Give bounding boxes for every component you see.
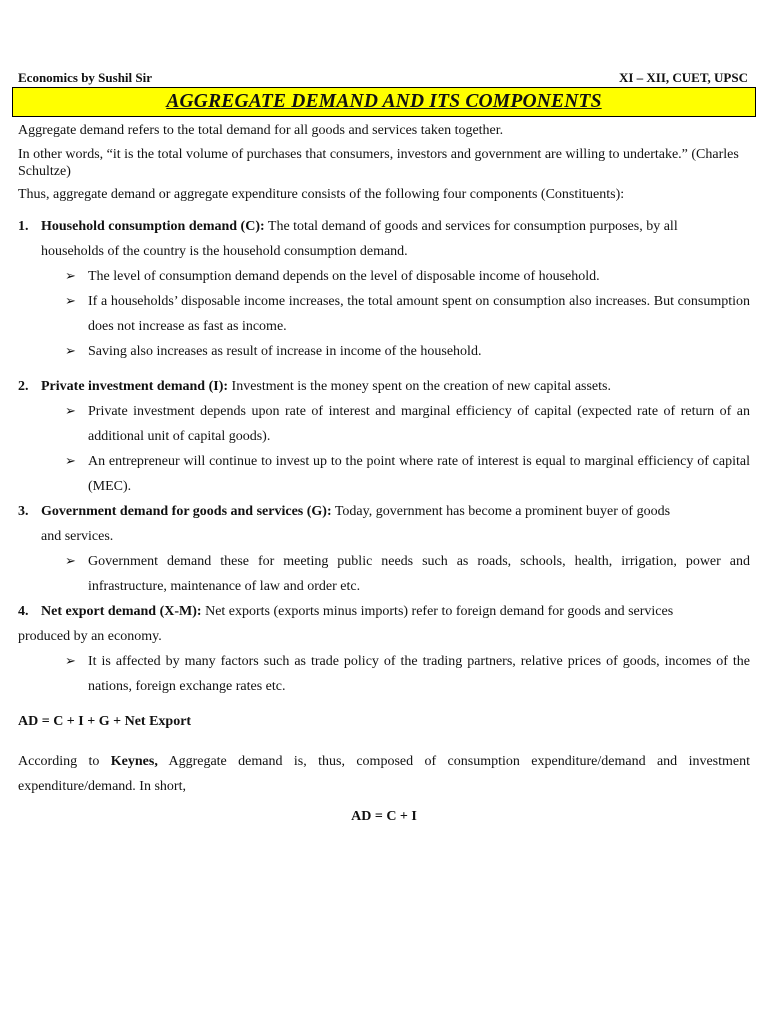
item-label: Government demand for goods and services (G): [41,504,332,520]
bullet-item: ➢ The level of consumption demand depends on the level of disposable income of household. [18,264,750,289]
intro-paragraph: In other words, “it is the total volume of purchases that consumers, investors and government are willing to undertake.” (Charles Schultze) [18,146,739,179]
arrow-bullet-icon: ➢ [65,454,76,470]
bullet-list [18,399,750,499]
keynes-paragraph: According to Keynes, Aggregate demand is, thus, composed of consumption expenditure/demand and investment expenditure/demand. In short, [18,753,750,794]
component-item [18,214,750,364]
bullet-list [18,549,750,599]
item-label: Net export demand (X-M): [41,604,202,620]
document-body [18,123,750,826]
item-number: 3. [18,504,29,520]
bullet-item: ➢ Private investment depends upon rate of interest and marginal efficiency of capital (expected rate of return of an additional unit of capital goods). [18,399,750,449]
intro-paragraph: Aggregate demand refers to the total demand for all goods and services taken together. [18,123,504,138]
arrow-bullet-icon: ➢ [65,404,76,420]
item-text: Net exports (exports minus imports) refer to foreign demand for goods and services [201,604,674,620]
bullet-item: ➢ An entrepreneur will continue to invest up to the point where rate of interest is equal to marginal efficiency of capital (MEC). [18,449,750,499]
component-item [18,599,750,699]
bullet-item: ➢ Government demand these for meeting public needs such as roads, schools, health, irrigation, power and infrastructure, maintenance of law and order etc. [18,549,750,599]
intro-paragraph: Thus, aggregate demand or aggregate expenditure consists of the following four components (Constituents): [18,187,625,203]
page-title: AGGREGATE DEMAND AND ITS COMPONENTS [166,91,602,112]
header-left: Economics by Sushil Sir [18,70,153,85]
item-text: The total demand of goods and services for consumption purposes, by all [264,219,678,235]
ad-formula-full: AD = C + I + G + Net Export [18,714,192,730]
component-item [18,374,750,499]
arrow-bullet-icon: ➢ [65,554,76,570]
item-number: 4. [18,604,29,620]
arrow-bullet-icon: ➢ [65,344,76,360]
keynes-name: Keynes, [110,753,158,769]
item-text: Investment is the money spent on the creation of new capital assets. [228,379,611,395]
arrow-bullet-icon: ➢ [65,294,76,310]
item-text: Today, government has become a prominent buyer of goods [331,504,671,520]
bullet-list [18,649,750,699]
item-number: 1. [18,219,29,235]
item-number: 2. [18,379,29,395]
ad-formula-keynes: AD = C + I [351,808,417,824]
arrow-bullet-icon: ➢ [65,654,76,670]
item-text-continued: and services. [41,529,114,545]
item-text-continued: households of the country is the household consumption demand. [41,244,408,260]
bullet-item: ➢ Saving also increases as result of increase in income of the household. [18,339,750,364]
bullet-item: ➢ If a households’ disposable income increases, the total amount spent on consumption also increases. But consumption does not increase as fast as income. [18,289,750,339]
title-banner [12,87,756,117]
bullet-item: ➢ It is affected by many factors such as trade policy of the trading partners, relative prices of goods, incomes of the nations, foreign exchange rates etc. [18,649,750,699]
bullet-list [18,264,750,364]
item-label: Household consumption demand (C): [41,219,265,235]
arrow-bullet-icon: ➢ [65,269,76,285]
component-item [18,499,750,599]
item-text-continued: produced by an economy. [18,629,162,645]
item-label: Private investment demand (I): [41,379,229,395]
header-right: XI – XII, CUET, UPSC [618,70,748,85]
page-header [18,70,748,88]
